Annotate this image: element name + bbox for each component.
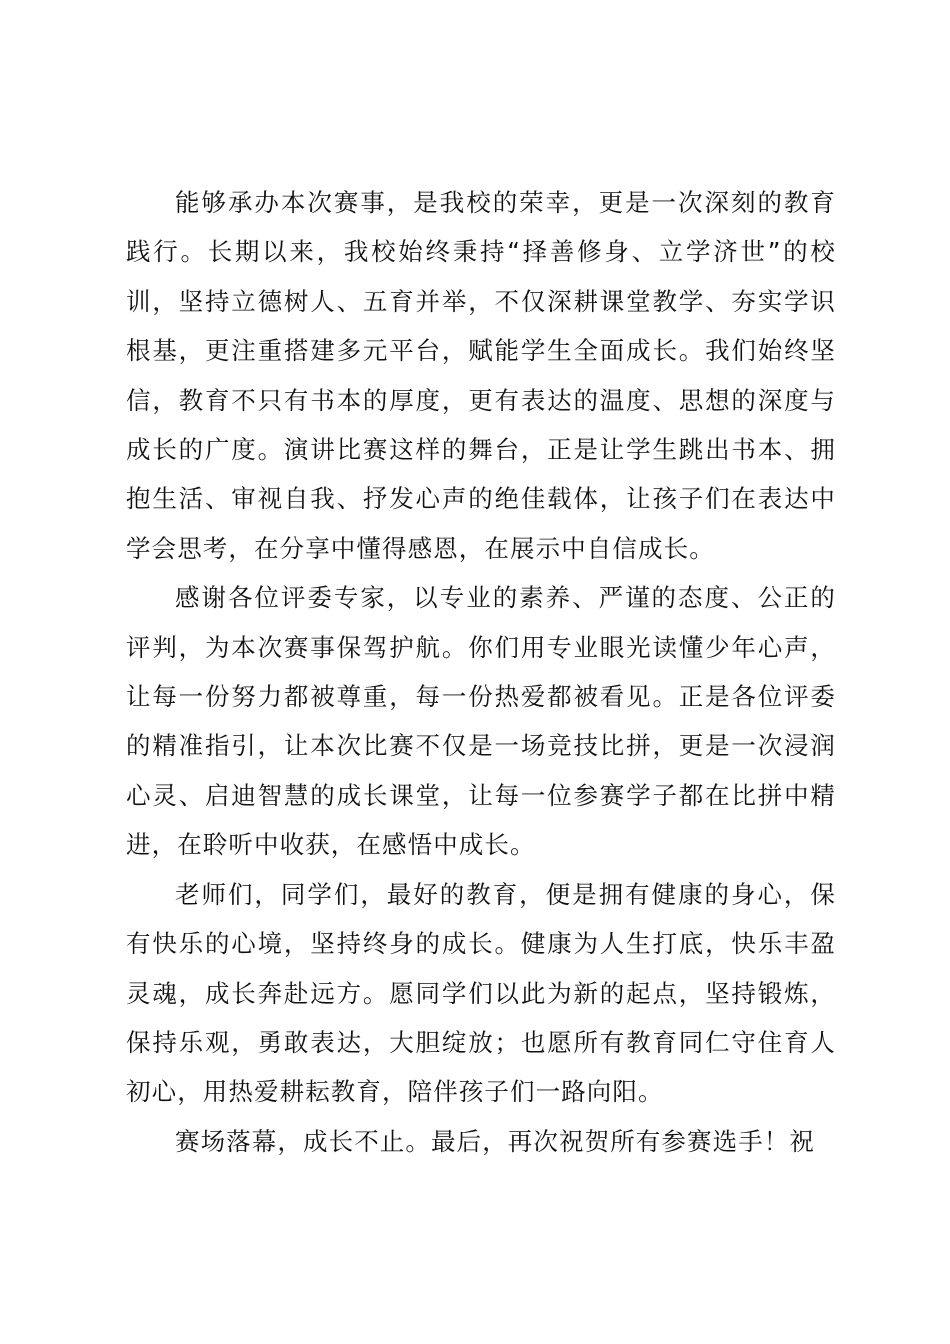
paragraph-best-education: 老师们，同学们，最好的教育，便是拥有健康的身心，保有快乐的心境，坚持终身的成长。健康为人生打底，快乐丰盈灵魂，成长奔赴远方。愿同学们以此为新的起点，坚持锻炼，保持乐观，勇敢表达，大胆绽放；也愿所有教育同仁守住育人初心，用热爱耕耘教育，陪伴孩子们一路向阳。 bbox=[126, 879, 836, 1107]
body-text bbox=[126, 178, 836, 1166]
paragraph-thanks-judges: 感谢各位评委专家，以专业的素养、严谨的态度、公正的评判，为本次赛事保驾护航。你们用专业眼光读懂少年心声，让每一份努力都被尊重，每一份热爱都被看见。正是各位评委的精准指引，让本次比赛不仅是一场竞技比拼，更是一次浸润心灵、启迪智慧的成长课堂，让每一位参赛学子都在比拼中精进，在聆听中收获，在感悟中成长。 bbox=[126, 583, 836, 860]
paragraph-closing: 赛场落幕，成长不止。最后，再次祝贺所有参赛选手！祝 bbox=[175, 1126, 815, 1156]
paragraph-hosting-honor: 能够承办本次赛事，是我校的荣幸，更是一次深刻的教育践行。长期以来，我校始终秉持“择善修身、立学济世”的校训，坚持立德树人、五育并举，不仅深耕课堂教学、夯实学识根基，更注重搭建多元平台，赋能学生全面成长。我们始终坚信，教育不只有书本的厚度，更有表达的温度、思想的深度与成长的广度。演讲比赛这样的舞台，正是让学生跳出书本、拥抱生活、审视自我、抒发心声的绝佳载体，让孩子们在表达中学会思考，在分享中懂得感恩，在展示中自信成长。 bbox=[126, 188, 836, 563]
